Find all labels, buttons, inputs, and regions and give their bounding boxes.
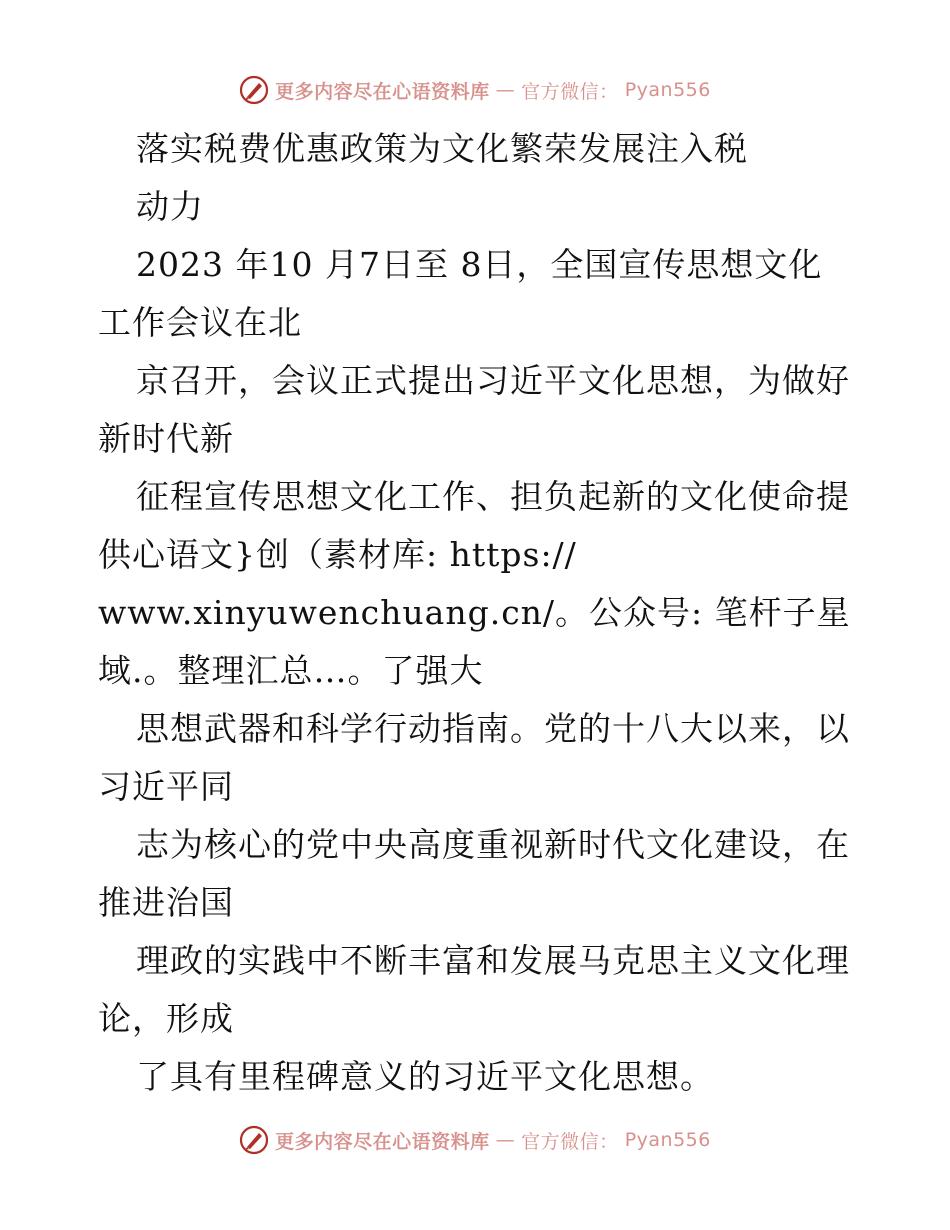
quill-logo-icon xyxy=(239,75,269,105)
text-line: 思想武器和科学行动指南。党的十八大以来，以 xyxy=(136,709,850,748)
text-line: 工作会议在北 xyxy=(98,303,302,342)
text-line: 京召开，会议正式提出习近平文化思想，为做好 xyxy=(136,361,850,400)
text-line: 供心语文}创（素材库: https:// xyxy=(98,535,577,574)
text-line: www.xinyuwenchuang.cn/。公众号: 笔杆子星 xyxy=(98,593,851,632)
text-line: 志为核心的党中央高度重视新时代文化建设，在 xyxy=(136,825,850,864)
footer-watermark-banner xyxy=(0,1120,950,1160)
text-line: 理政的实践中不断丰富和发展马克思主义文化理 xyxy=(136,941,850,980)
banner-wechat-id: Pyan556 xyxy=(624,1129,711,1151)
banner-brand-text: 更多内容尽在心语资料库 xyxy=(275,1130,490,1153)
banner-wechat-id: Pyan556 xyxy=(624,79,711,101)
text-line: 2023 年10 月7日至 8日，全国宣传思想文化 xyxy=(136,245,823,284)
text-line: 了具有里程碑意义的习近平文化思想。 xyxy=(136,1057,714,1096)
text-line: 动力 xyxy=(136,187,204,226)
text-line: 推进治国 xyxy=(98,883,234,922)
header-watermark-banner xyxy=(0,70,950,110)
banner-dash: — xyxy=(495,79,516,101)
banner-brand-text: 更多内容尽在心语资料库 xyxy=(275,80,490,103)
banner-dash: — xyxy=(495,1129,516,1151)
text-line: 习近平同 xyxy=(98,767,234,806)
text-line: 域.。整理汇总…。了强大 xyxy=(98,651,484,690)
quill-logo-icon xyxy=(239,1125,269,1155)
text-line: 论，形成 xyxy=(98,999,234,1038)
document-body xyxy=(98,120,858,1106)
banner-official-text: 官方微信： xyxy=(521,80,619,103)
text-line: 落实税费优惠政策为文化繁荣发展注入税 xyxy=(136,129,748,168)
text-line: 新时代新 xyxy=(98,419,234,458)
banner-official-text: 官方微信： xyxy=(521,1130,619,1153)
text-line: 征程宣传思想文化工作、担负起新的文化使命提 xyxy=(136,477,850,516)
